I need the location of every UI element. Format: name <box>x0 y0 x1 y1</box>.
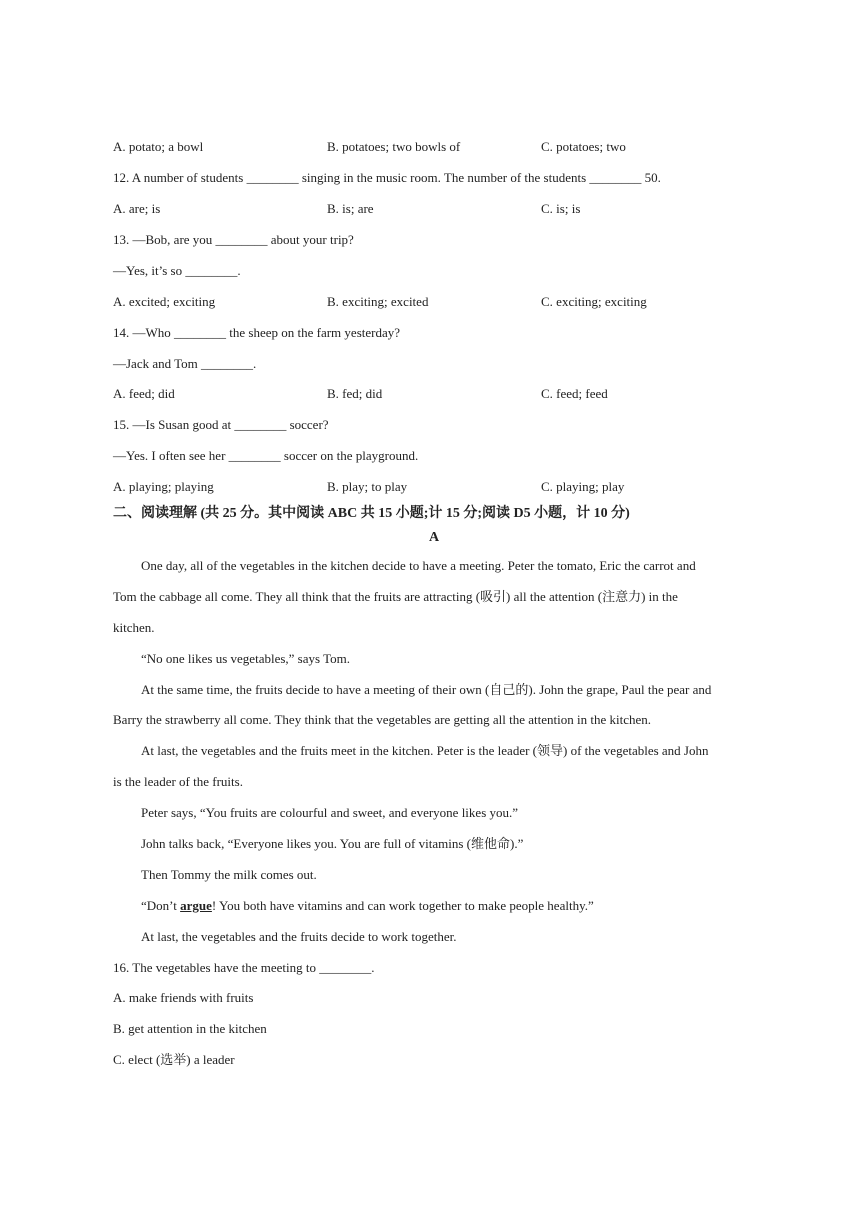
q15-option-b: B. play; to play <box>327 479 408 494</box>
passage-p1-line3: kitchen. <box>113 620 155 635</box>
vocab-word-argue: argue <box>180 898 212 913</box>
passage-p2: “No one likes us vegetables,” says Tom. <box>141 651 350 666</box>
passage-p8 <box>141 898 594 914</box>
passage-p1-line2: Tom the cabbage all come. They all think that the fruits are attracting (吸引) all the attention (注意力) in the <box>113 589 678 604</box>
q16-stem: 16. The vegetables have the meeting to ________. <box>113 960 375 975</box>
q15-reply: —Yes. I often see her ________ soccer on the playground. <box>113 448 419 463</box>
passage-p4-line2: is the leader of the fruits. <box>113 774 243 789</box>
q13-option-c: C. exciting; exciting <box>541 294 647 309</box>
passage-p8-pre: “Don’t <box>141 898 181 913</box>
q12-stem: 12. A number of students ________ singing in the music room. The number of the students ________ 50. <box>113 170 661 185</box>
passage-p3-line2: Barry the strawberry all come. They think that the vegetables are getting all the attention in the kitchen. <box>113 712 651 727</box>
q14-option-b: B. fed; did <box>327 386 383 401</box>
q16-option-a: A. make friends with fruits <box>113 990 254 1005</box>
q11-option-b: B. potatoes; two bowls of <box>327 139 461 154</box>
passage-p9: At last, the vegetables and the fruits decide to work together. <box>141 929 457 944</box>
q15-option-a: A. playing; playing <box>113 479 214 494</box>
q15-option-c: C. playing; play <box>541 479 625 494</box>
passage-p8-post: ! You both have vitamins and can work together to make people healthy.” <box>211 898 594 913</box>
q13-reply: —Yes, it’s so ________. <box>113 263 241 278</box>
passage-p3-line1: At the same time, the fruits decide to have a meeting of their own (自己的). John the grape, Paul the pear and <box>141 682 712 697</box>
q12-option-c: C. is; is <box>541 201 581 216</box>
q12-option-b: B. is; are <box>327 201 374 216</box>
q16-option-b: B. get attention in the kitchen <box>113 1021 267 1036</box>
q11-option-c: C. potatoes; two <box>541 139 626 154</box>
q14-stem: 14. —Who ________ the sheep on the farm yesterday? <box>113 325 401 340</box>
q14-reply: —Jack and Tom ________. <box>113 356 257 371</box>
passage-label: A <box>428 530 440 545</box>
q13-option-a: A. excited; exciting <box>113 294 216 309</box>
q13-option-b: B. exciting; excited <box>327 294 429 309</box>
passage-p5: Peter says, “You fruits are colourful and sweet, and everyone likes you.” <box>141 805 519 820</box>
passage-p1-line1: One day, all of the vegetables in the kitchen decide to have a meeting. Peter the tomato, Eric the carrot and <box>141 558 696 573</box>
q16-option-c: C. elect (选举) a leader <box>113 1052 235 1067</box>
passage-p7: Then Tommy the milk comes out. <box>141 867 317 882</box>
q14-option-a: A. feed; did <box>113 386 175 401</box>
q14-option-c: C. feed; feed <box>541 386 608 401</box>
q11-option-a: A. potato; a bowl <box>113 139 204 154</box>
section-heading: 二、阅读理解 (共 25 分。其中阅读 ABC 共 15 小题;计 15 分;阅读 D5 小题，计 10 分) <box>113 506 630 521</box>
passage-p6: John talks back, “Everyone likes you. You are full of vitamins (维他命).” <box>141 836 524 851</box>
q12-option-a: A. are; is <box>113 201 161 216</box>
passage-p4-line1: At last, the vegetables and the fruits meet in the kitchen. Peter is the leader (领导) of the vegetables and John <box>141 743 709 758</box>
q13-stem: 13. —Bob, are you ________ about your trip? <box>113 232 354 247</box>
q15-stem: 15. —Is Susan good at ________ soccer? <box>113 417 329 432</box>
